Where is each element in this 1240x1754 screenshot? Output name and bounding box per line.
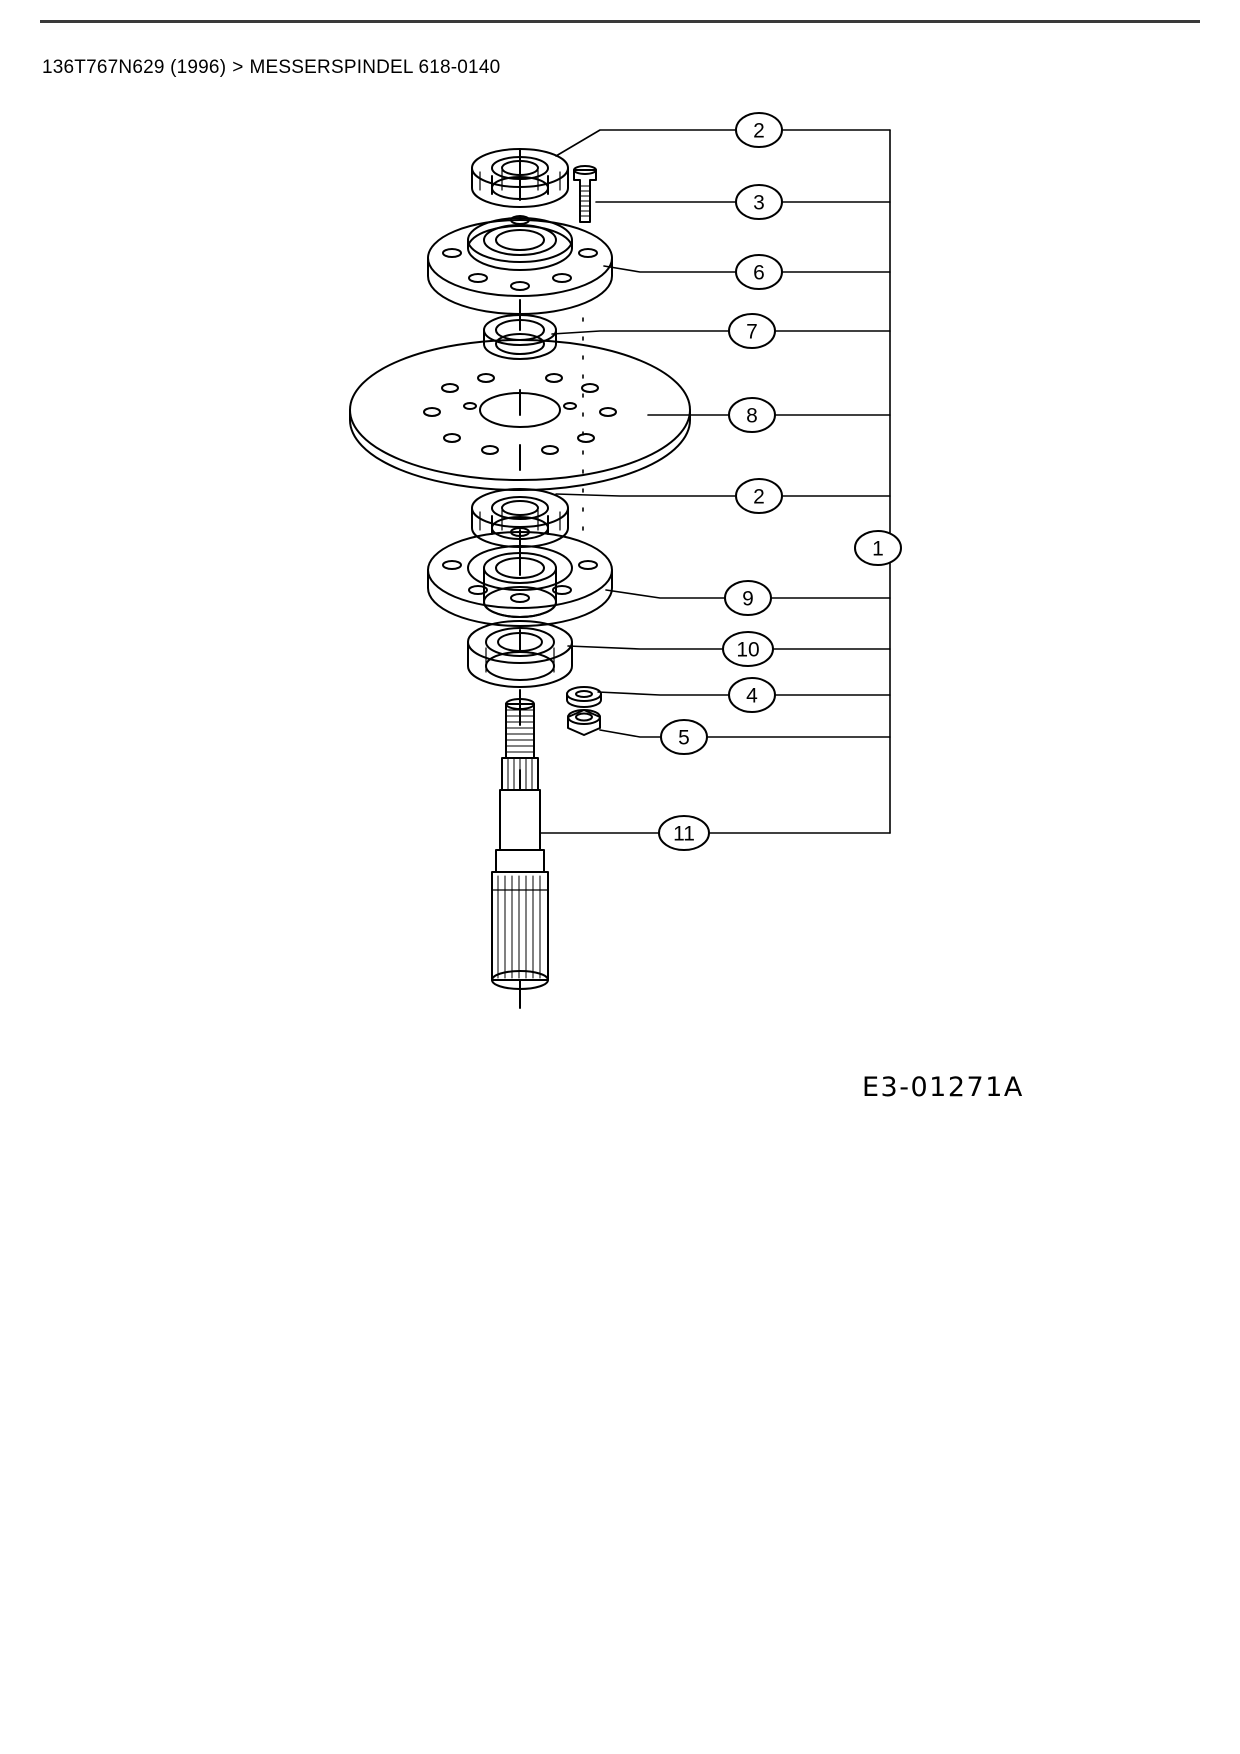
callout-label: 2 <box>753 119 765 143</box>
callout-6 <box>736 255 782 289</box>
part-bolt <box>574 166 596 222</box>
callout-3 <box>736 185 782 219</box>
part-washer <box>567 687 601 707</box>
callout-label: 1 <box>872 537 884 561</box>
callout-label: 6 <box>753 261 765 285</box>
callout-group <box>659 113 901 850</box>
callout-10 <box>723 632 773 666</box>
callout-7 <box>729 314 775 348</box>
part-nut <box>568 710 600 735</box>
callout-label: 4 <box>746 684 758 708</box>
part-spindle-shaft <box>492 699 548 989</box>
callout-4 <box>729 678 775 712</box>
diagram-svg <box>0 90 1240 1050</box>
exploded-diagram <box>0 90 1240 1050</box>
callout-label: 7 <box>746 320 758 344</box>
callout-9 <box>725 581 771 615</box>
callout-2-top <box>736 113 782 147</box>
callout-label: 8 <box>746 404 758 428</box>
callout-label: 11 <box>673 822 695 846</box>
drawing-code: E3-01271A <box>862 1072 1024 1103</box>
breadcrumb <box>42 57 500 79</box>
callout-8 <box>729 398 775 432</box>
breadcrumb-separator: > <box>232 57 244 78</box>
breadcrumb-model: 136T767N629 (1996) <box>42 57 227 78</box>
callout-label: 9 <box>742 587 754 611</box>
breadcrumb-section: MESSERSPINDEL 618-0140 <box>249 57 501 78</box>
callout-label: 5 <box>678 726 690 750</box>
part-bearing-upper <box>472 149 568 207</box>
callout-label: 2 <box>753 485 765 509</box>
callout-5 <box>661 720 707 754</box>
callout-2-bottom <box>736 479 782 513</box>
header-rule <box>40 20 1200 23</box>
callout-1 <box>855 531 901 565</box>
part-bearing-lower <box>472 489 568 547</box>
callout-label: 3 <box>753 191 765 215</box>
callout-label: 10 <box>736 638 760 662</box>
callout-11 <box>659 816 709 850</box>
